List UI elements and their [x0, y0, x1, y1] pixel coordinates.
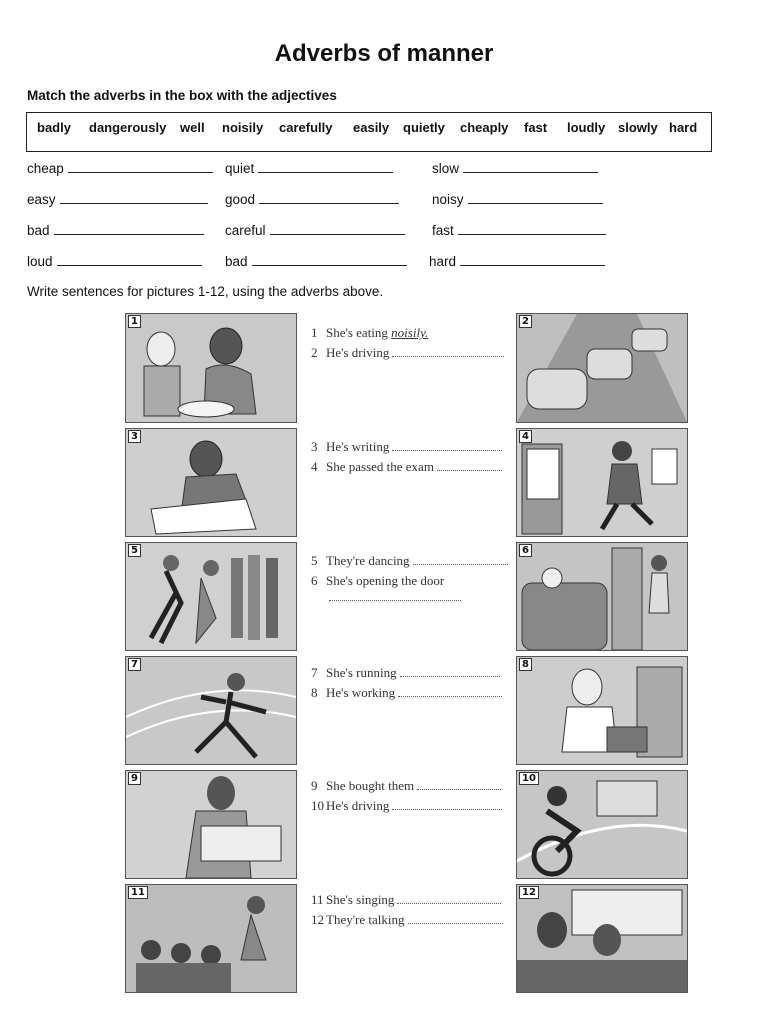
sentence-item: [311, 439, 502, 455]
sentence-item: [311, 345, 504, 361]
adjective-label: noisy: [432, 192, 464, 207]
adjective-item: [27, 161, 213, 176]
answer-line[interactable]: [437, 461, 502, 471]
answer-line[interactable]: [258, 162, 393, 173]
answer-line[interactable]: [398, 687, 502, 697]
adverb-word: carefully: [279, 120, 333, 135]
adjective-item: [27, 223, 204, 238]
sentence-number: 12: [311, 912, 324, 927]
answer-line[interactable]: [460, 255, 605, 266]
motorbike-illustration: [517, 771, 687, 878]
sentence-item: [311, 685, 502, 701]
adjective-label: quiet: [225, 161, 255, 176]
adjective-item: [432, 223, 606, 238]
picture-12-talking: [516, 884, 688, 993]
answer-line[interactable]: [392, 441, 502, 451]
adjective-label: fast: [432, 223, 454, 238]
sentence-text: She's singing: [326, 892, 395, 907]
picture-number: 10: [519, 772, 539, 785]
adjective-label: careful: [225, 223, 266, 238]
picture-number: 12: [519, 886, 539, 899]
adverb-box: [26, 112, 712, 152]
singing-illustration: [126, 885, 296, 992]
sentence-item: [311, 798, 502, 814]
sentence-number: 4: [311, 459, 318, 474]
adverb-word: cheaply: [460, 120, 509, 135]
answer-line[interactable]: [60, 193, 208, 204]
adjective-item: [429, 254, 605, 269]
answer-line[interactable]: [392, 347, 504, 357]
answer-line[interactable]: [400, 667, 500, 677]
adjective-item: [225, 192, 399, 207]
sentence-text: He's driving: [326, 798, 390, 813]
sentence-text: She's opening the door: [326, 573, 445, 588]
picture-number: 7: [128, 658, 141, 671]
answer-line[interactable]: [408, 914, 503, 924]
driving-illustration: [517, 314, 687, 422]
working-illustration: [517, 657, 687, 764]
sentence-number: 2: [311, 345, 318, 360]
adjective-label: bad: [27, 223, 50, 238]
answer-line[interactable]: [397, 894, 501, 904]
adverb-word: noisily: [222, 120, 264, 135]
shopping-illustration: [126, 771, 296, 878]
adjective-item: [27, 254, 202, 269]
picture-number: 5: [128, 544, 141, 557]
sentence-item: [311, 325, 428, 341]
picture-number: 11: [128, 886, 148, 899]
adjective-item: [225, 223, 405, 238]
answer-line[interactable]: [458, 224, 606, 235]
sentence-item: [311, 553, 508, 569]
sentence-number: 7: [311, 665, 318, 680]
picture-6-door: [516, 542, 688, 651]
adverb-word: loudly: [567, 120, 606, 135]
sentence-item: [311, 665, 500, 681]
picture-8-working: [516, 656, 688, 765]
sentence-item: [311, 912, 503, 928]
instruction-write: Write sentences for pictures 1-12, using the adverbs above.: [27, 284, 384, 299]
adjective-label: loud: [27, 254, 53, 269]
sentence-number: 9: [311, 778, 318, 793]
dancing-illustration: [126, 543, 296, 650]
sentence-text: He's writing: [326, 439, 390, 454]
adjective-label: bad: [225, 254, 248, 269]
adjective-item: [225, 254, 407, 269]
adjective-label: slow: [432, 161, 460, 176]
answer-line[interactable]: [329, 591, 461, 601]
picture-7-running: [125, 656, 297, 765]
answer-line[interactable]: [270, 224, 405, 235]
sentence-item: [311, 778, 501, 794]
picture-3-writing: [125, 428, 297, 537]
sentence-text: She passed the exam: [326, 459, 434, 474]
adverb-word: hard: [669, 120, 698, 135]
sentence-text: He's working: [326, 685, 396, 700]
sentence-item: [311, 573, 444, 589]
adverb-word: dangerously: [89, 120, 167, 135]
sentence-text: She's eating: [326, 325, 388, 340]
writing-illustration: [126, 429, 296, 536]
picture-1-eating: [125, 313, 297, 423]
adjective-item: [432, 192, 603, 207]
picture-9-shopping: [125, 770, 297, 879]
picture-10-motorbike: [516, 770, 688, 879]
answer-line[interactable]: [468, 193, 603, 204]
exam-illustration: [517, 429, 687, 536]
sentence-number: 10: [311, 798, 324, 813]
answer-line[interactable]: [57, 255, 202, 266]
adverb-word: slowly: [618, 120, 658, 135]
picture-number: 9: [128, 772, 141, 785]
eating-illustration: [126, 314, 296, 422]
picture-number: 4: [519, 430, 532, 443]
adjective-label: good: [225, 192, 256, 207]
picture-11-singing: [125, 884, 297, 993]
picture-number: 3: [128, 430, 141, 443]
sentence-text: They're dancing: [326, 553, 410, 568]
answer-line[interactable]: [463, 162, 598, 173]
adjective-label: cheap: [27, 161, 64, 176]
adverb-word: badly: [37, 120, 71, 135]
door-illustration: [517, 543, 687, 650]
sentence-text: She's running: [326, 665, 397, 680]
adverb-word: well: [180, 120, 205, 135]
adjective-label: hard: [429, 254, 457, 269]
picture-number: 6: [519, 544, 532, 557]
answer-line[interactable]: [413, 555, 508, 565]
sentence-text: He's driving: [326, 345, 390, 360]
picture-2-driving: [516, 313, 688, 423]
instruction-match: Match the adverbs in the box with the adjectives: [27, 88, 337, 103]
adjective-item: [27, 192, 208, 207]
sentence-text: They're talking: [326, 912, 405, 927]
sentence-number: 8: [311, 685, 318, 700]
sentence-text: She bought them: [326, 778, 415, 793]
sentence-number: 5: [311, 553, 318, 568]
adverb-word: quietly: [403, 120, 445, 135]
adjective-item: [225, 161, 393, 176]
answer-line[interactable]: [252, 255, 407, 266]
picture-number: 8: [519, 658, 532, 671]
answer-line[interactable]: [259, 193, 399, 204]
page-title: Adverbs of manner: [274, 40, 494, 67]
sentence-answer: noisily.: [391, 325, 429, 340]
adjective-item: [432, 161, 598, 176]
sentence-item: [311, 892, 501, 908]
picture-5-dancing: [125, 542, 297, 651]
picture-4-exam: [516, 428, 688, 537]
answer-line[interactable]: [54, 224, 204, 235]
answer-line[interactable]: [392, 800, 502, 810]
running-illustration: [126, 657, 296, 764]
sentence-number: 3: [311, 439, 318, 454]
adverb-word: easily: [353, 120, 390, 135]
sentence-number: 6: [311, 573, 318, 588]
adverb-word: fast: [524, 120, 548, 135]
adjective-label: easy: [27, 192, 56, 207]
talking-illustration: [517, 885, 687, 992]
picture-number: 1: [128, 315, 141, 328]
sentence-number: 1: [311, 325, 318, 340]
answer-line[interactable]: [417, 780, 501, 790]
answer-line[interactable]: [68, 162, 213, 173]
sentence-continuation: [326, 589, 461, 605]
sentence-number: 11: [311, 892, 324, 907]
sentence-item: [311, 459, 502, 475]
picture-number: 2: [519, 315, 532, 328]
